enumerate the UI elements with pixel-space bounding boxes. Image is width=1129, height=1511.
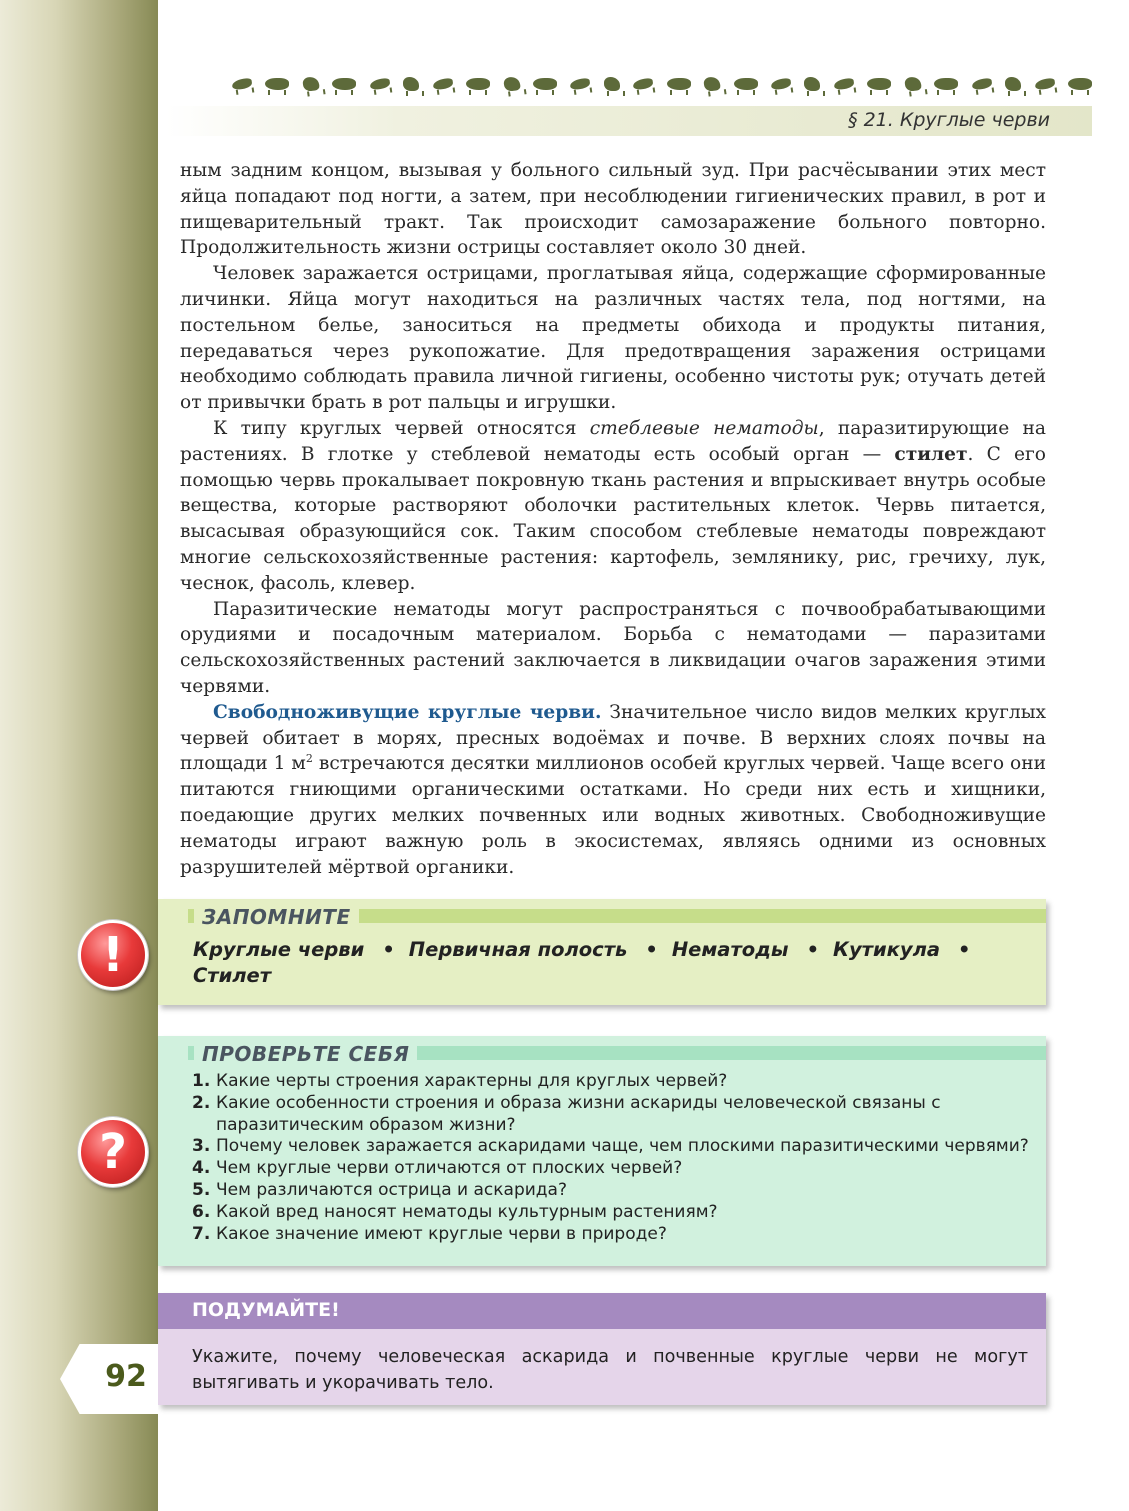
left-margin-band	[0, 0, 158, 1511]
animal-silhouette-icon	[1034, 78, 1055, 91]
separator: •	[645, 938, 658, 961]
question-text: Чем различаются острица и аскарида?	[216, 1179, 567, 1200]
paragraph	[180, 700, 1046, 881]
animal-silhouette-icon	[703, 76, 721, 92]
animal-silhouette-icon	[633, 78, 654, 91]
question-number: 2.	[192, 1092, 211, 1113]
question-list	[192, 1071, 1032, 1245]
animal-silhouette-icon	[231, 78, 252, 91]
text-run: . С его помощью червь прокалывает покровную ткань растения и впрыскивает внутрь особые вещества, которые растворяют оболочки растительных клеток. Червь питается, высасывая образующийся сок. Таким способом стеблевые нематоды повреждают многие сельскохозяйственные растения: картофель, землянику, рис, гречиху, лук, чеснок, фасоль, клевер.	[180, 443, 1046, 594]
animal-silhouette-icon	[302, 76, 320, 92]
question-text: Какой вред наносят нематоды культурным растениям?	[216, 1201, 718, 1222]
animal-silhouette-icon	[667, 78, 691, 90]
question-number: 4.	[192, 1158, 211, 1179]
exclamation-icon: !	[78, 920, 148, 990]
separator: •	[806, 938, 820, 961]
superscript: 2	[305, 752, 313, 766]
key-term: Стилет	[193, 964, 272, 987]
question-number: 6.	[192, 1201, 211, 1222]
paragraph: ным задним концом, вызывая у больного сильный зуд. При расчёсывании этих мест яйца попадают под ногти, а затем, при несоблюдении гигиенических правил, в рот и пищеварительный тракт. Так происходит самозаражение больного повторно. Продолжительность жизни острицы составляет около 30 дней.	[180, 160, 1046, 259]
page-number: 92	[105, 1359, 147, 1394]
paragraph: Человек заражается острицами, проглатывая яйца, содержащие сформированные личинки. Яйца могут находиться на различных частях тела, под ногтями, на постельном белье, заноситься на предметы обихода и продукты питания, передаваться через рукопожатие. Для предотвращения заражения острицами необходимо соблюдать правила личной гигиены, особенно чистоты рук; отучать детей от привычки брать в рот пальцы и игрушки.	[180, 263, 1046, 414]
think-label: ПОДУМАЙТЕ!	[192, 1299, 340, 1321]
animal-silhouette-icon	[1005, 77, 1021, 91]
animal-silhouette-icon	[971, 78, 992, 91]
think-panel	[158, 1293, 1046, 1405]
running-header	[166, 106, 1092, 136]
animal-silhouette-icon	[466, 78, 490, 90]
remember-panel	[158, 899, 1046, 1005]
key-term: Круглые черви	[193, 938, 365, 961]
animal-silhouette-icon	[734, 78, 758, 90]
key-term: Кутикула	[833, 938, 941, 961]
key-terms	[193, 937, 993, 989]
bold-term: стилет	[894, 443, 968, 465]
animal-silhouette-strip	[232, 70, 1092, 98]
remember-label: ЗАПОМНИТЕ	[194, 905, 359, 929]
animal-silhouette-icon	[770, 78, 791, 91]
question-item	[192, 1071, 1032, 1093]
animal-silhouette-icon	[570, 78, 591, 91]
section-title: § 21. Круглые черви	[848, 109, 1050, 131]
separator: •	[958, 938, 971, 961]
animal-silhouette-icon	[904, 76, 922, 92]
animal-silhouette-icon	[332, 78, 356, 90]
paragraph	[180, 416, 1046, 597]
question-text: Чем круглые черви отличаются от плоских червей?	[216, 1158, 683, 1179]
text-run: , паразитирующие на растениях. В глотке у стеблевой нематоды есть особый орган —	[180, 417, 1046, 465]
question-number: 5.	[192, 1179, 211, 1200]
animal-silhouette-icon	[503, 76, 521, 92]
subsection-heading: Свободноживущие круглые черви.	[213, 701, 602, 723]
question-item	[192, 1158, 1032, 1180]
think-text: Укажите, почему человеческая аскарида и почвенные круглые черви не могут вытягивать и укорачивать тело.	[192, 1347, 1028, 1393]
question-item	[192, 1093, 1032, 1137]
question-number: 3.	[192, 1136, 211, 1157]
key-term: Нематоды	[671, 938, 789, 961]
italic-term: стеблевые нематоды	[589, 417, 819, 439]
paragraph: Паразитические нематоды могут распространяться с почвообрабатывающими орудиями и посадочным материалом. Борьба с нематодами — паразитами сельскохозяйственных растений заключается в ликвидации очагов заражения этими червями.	[180, 598, 1046, 697]
question-item	[192, 1202, 1032, 1224]
animal-silhouette-icon	[604, 77, 620, 91]
question-item	[192, 1224, 1032, 1246]
animal-silhouette-icon	[1068, 78, 1092, 90]
self-check-label: ПРОВЕРЬТЕ СЕБЯ	[194, 1042, 417, 1066]
animal-silhouette-icon	[833, 78, 854, 91]
text-run: встречаются десятки миллионов особей круглых червей. Чаще всего они питаются гниющими органическими остатками. Но среди них есть и хищники, поедающие других мелких почвенных или водных животных. Свободноживущие нематоды играют важную роль в экосистемах, являясь одними из основных разрушителей мёртвой органики.	[180, 753, 1046, 878]
animal-silhouette-icon	[867, 78, 891, 90]
question-text: Какое значение имеют круглые черви в природе?	[216, 1223, 667, 1244]
question-text: Какие особенности строения и образа жизни аскариды человеческой связаны с паразитическим образом жизни?	[216, 1092, 941, 1135]
separator: •	[382, 938, 395, 961]
text-run: Значительное число видов мелких круглых червей обитает в морях, пресных водоёмах и почве. В верхних слоях почвы на площади 1 м	[180, 701, 1046, 775]
animal-silhouette-icon	[369, 78, 390, 91]
animal-silhouette-icon	[403, 77, 419, 91]
self-check-panel	[158, 1036, 1046, 1266]
text-run: К типу круглых червей относятся	[213, 417, 590, 439]
animal-silhouette-icon	[934, 78, 958, 90]
key-term: Первичная полость	[408, 938, 628, 961]
question-text: Почему человек заражается аскаридами чаще, чем плоскими паразитическими червями?	[216, 1136, 1029, 1157]
think-header	[158, 1293, 1046, 1329]
question-item	[192, 1180, 1032, 1202]
animal-silhouette-icon	[432, 78, 453, 91]
question-item	[192, 1136, 1032, 1158]
animal-silhouette-icon	[804, 77, 820, 91]
question-text: Какие черты строения характерны для круглых червей?	[216, 1071, 728, 1091]
animal-silhouette-icon	[265, 78, 289, 90]
question-number: 1.	[192, 1071, 211, 1091]
question-icon: ?	[78, 1117, 148, 1187]
question-number: 7.	[192, 1223, 211, 1244]
main-text	[180, 158, 1046, 880]
animal-silhouette-icon	[533, 78, 557, 90]
